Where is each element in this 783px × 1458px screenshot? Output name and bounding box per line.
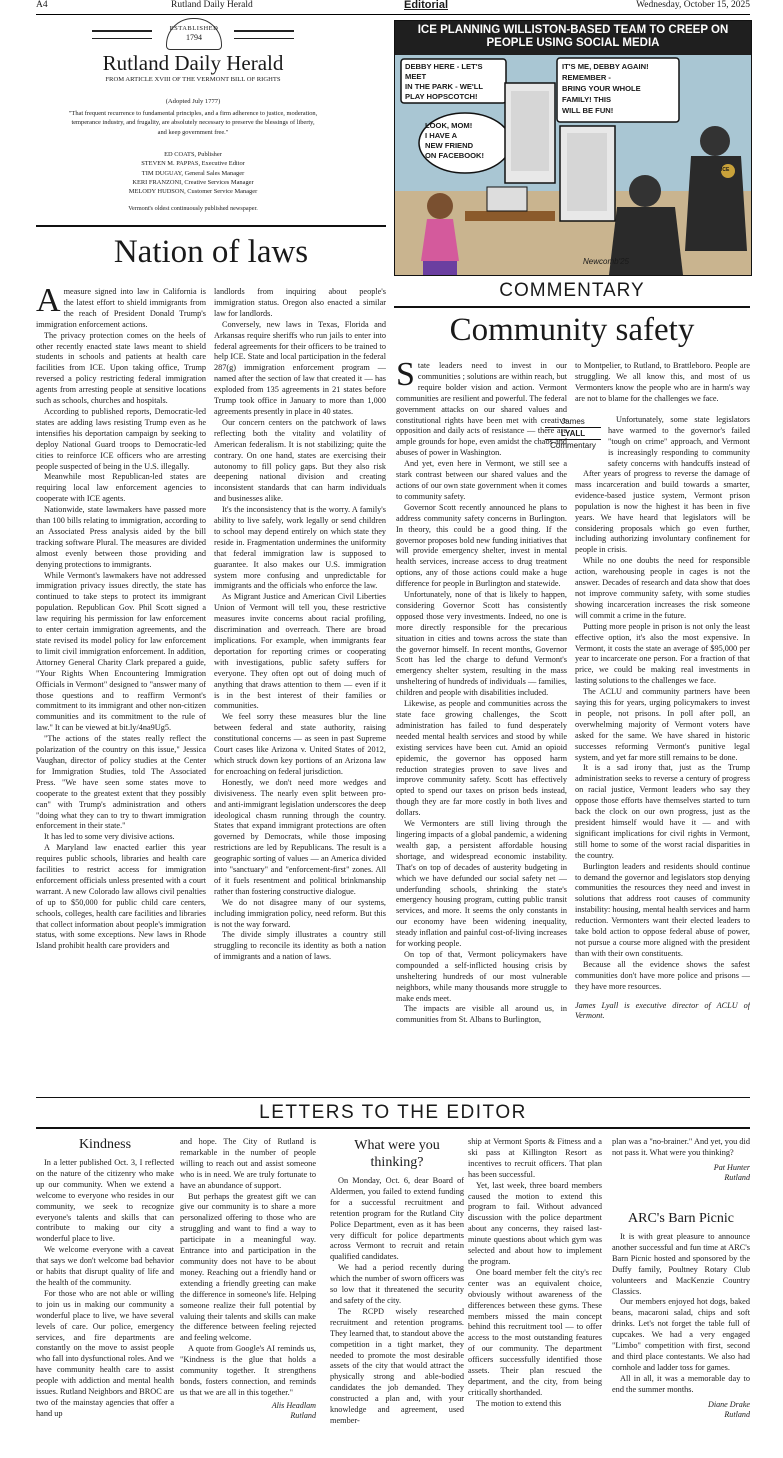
commentary-column-2 (575, 469, 750, 1063)
seal-year: 1794 (186, 33, 202, 42)
letter-kindness-column-2 (180, 1137, 316, 1437)
editorial-paragraph: We feel sorry these measures blur the line between federal and state authority, raising constitutional concerns — as seen in past Supreme Court cases like Arizona v. United States of 2012, which struck down key portions of an Arizona law for encroaching on federal jurisdiction. (214, 712, 386, 776)
letter-paragraph: Our members enjoyed hot dogs, baked beans, macaroni salad, chips and soft drinks. Let's not forget the table full of cupcakes. We had a very engaged "Limbo" competition with first, second and third place contestants. We also had cornhole and ladder toss for games. (612, 1297, 750, 1372)
bubble-line: DEBBY HERE - LET'S MEET (405, 62, 483, 81)
editorial-paragraph: While Vermont's lawmakers have not addressed immigration privacy issues directly, the state has continued to take steps to protect its immigrant population. Republican Gov. Phil Scott signed a law requiring his permission for law enforcement to enter certain immigration agreements, and the state revised its model policy for law enforcement to limit civil immigration enforcement. In addition, Attorney General Charity Clark prepared a guide, "Your Rights When Encountering Immigration Officials in Vermont" designed to "answer many of those questions and to reaffirm Vermont's commitment to its immigrant and other non-citizen communities and its commitment to the rule of law." It can be viewed at bit.ly/4na9Ug5. (36, 570, 206, 733)
established-seal (166, 18, 222, 50)
letter-picnic-column (612, 1232, 750, 1458)
editorial-cartoon (394, 20, 752, 276)
commentary-paragraph: While no one doubts the need for responsible action, warehousing people in cages is not the answer. Decades of research and data show that does not improve community safety, with some studies showing incarceration increases the risk someone will commit a crime in the future. (575, 556, 750, 620)
paragraph-text: tate leaders need to invest in our communities ; solutions are within reach, but require bolder vision and action. Vermont communities are resilient and powerful. The federal government attacks on our shared values and constitutional rights have been met with creative opposition and daily acts of resistance — there are ample grounds for hope, even amidst the chaos and abuses of power in Washington. (396, 361, 567, 458)
paragraph-text: measure signed into law in California is the latest effort to shield immigrants from the reach of President Donald Trump's immigration enforcement actions. (36, 287, 206, 329)
commentary-paragraph: Likewise, as people and communities across the state face growing challenges, the Scott administration has failed to fund desperately needed mental health services and stood by while existing services have been cut. Amid an opioid epidemic, the governor has opposed harm reduction strategies proven to save lives and improve community safety. Scott has effectively opted to spend our taxes on prison beds instead, though they are far more costly in both lives and dollars. (396, 699, 567, 818)
commentary-paragraph: Governor Scott recently announced he plans to address community safety concerns in Burlington. In theory, this could be a good thing. If the governor proposes bold new funding initiatives that will provide emergency shelter, invest in mental health services, increase access to drug treatment options, any of those actions could make a huge difference for people in Burlington and statewide. (396, 502, 567, 589)
masthead-subtitle: FROM ARTICLE XVIII OF THE VERMONT BILL OF RIGHTS (105, 76, 281, 83)
bubble-line: PLAY HOPSCOTCH! (405, 92, 478, 101)
commentary-column-2-top (575, 361, 750, 415)
letter-paragraph: One board member felt the city's rec center was an equivalent choice, obviously without awareness of the differences between these gyms. These members missed the main concept behind this recruitment tool — to offer access to the most outstanding features of our community. The department officers successfully identified those assets. Their plan rescued the department, and the city, from being critically shorthanded. (468, 1267, 602, 1397)
commentary-section-label: COMMENTARY (499, 280, 645, 301)
letter-title-thinking: What were you thinking? (354, 1138, 440, 1170)
commentary-paragraph: It is a sad irony that, just as the Trump administration seeks to reverse a century of progress on racial justice, Vermont leaders who say they oppose those efforts have themselves started to turn back the clock on our own progress, just as the president himself would have it — and with significant implications for civil rights in Vermont, still home to some of the worst racial disparities in the country. (575, 763, 750, 860)
letter-paragraph: A quote from Google's AI reminds us, "Kindness is the glue that holds a community together. It strengthens bonds, fosters connection, and reminds us that we are all in this together." (180, 1344, 316, 1397)
bubble-line: REMEMBER - (562, 73, 611, 82)
page-header-bar (36, 0, 750, 15)
editorial-column-2 (214, 287, 386, 1067)
signature-name: Diane Drake (707, 1399, 750, 1409)
letter-thinking-column-1 (330, 1176, 464, 1458)
editorial-paragraph: "The actions of the states really reflect the polarization of the country on this issue," Jessica Vaughan, director of policy studies at the Center for Immigration Studies, told The Associated Press. "We have seen some states move to cooperate to the greatest extent that they possibly can" with Trump's administration and others "doing what they can to try to thwart immigration enforcement in their state." (36, 734, 206, 831)
bubble-line: ON FACEBOOK! (425, 151, 485, 160)
letters-top-rule (36, 1097, 750, 1098)
cartoon-title: ICE PLANNING WILLISTON-BASED TEAM TO CREEP ON PEOPLE USING SOCIAL MEDIA (417, 24, 729, 49)
letter-paragraph: It is with great pleasure to announce another successful and fun time at ARC's Barn Picnic hosted and sponsored by the Duffy family, Poultney Rotary Club volunteers and MacKenzie Country Classics. (612, 1232, 750, 1296)
commentary-paragraph: Because all the evidence shows the safest communities don't have more police and prisons — they have more resources. (575, 959, 750, 991)
letter-title-kindness: Kindness (78, 1137, 132, 1152)
signature-name: Alis Headlam (271, 1400, 316, 1410)
editorial-paragraph: It has led to some very divisive actions. (44, 832, 175, 842)
letter-paragraph: In a letter published Oct. 3, I reflected on the nature of the citizenry who make up our community. When we extend a welcome to everyone who resides in our community, we seek to recognize everyone's talents and skills that can contribute to making our city a wonderful place to live. (36, 1158, 174, 1244)
letter-kindness-column-1 (36, 1158, 174, 1458)
byline-role: Commentary (550, 441, 596, 450)
letter-title-picnic: ARC's Barn Picnic (628, 1211, 734, 1226)
letters-section-label: LETTERS TO THE EDITOR (259, 1102, 527, 1123)
editorial-paragraph: Conversely, new laws in Texas, Florida and Arkansas require sheriffs who run jails to enter into federal agreements for their officers to be trained to help ICE. State and local participation in the federal 287(g) immigration enforcement program — named after the section of law that created it — has exploded from 135 agreements in 21 states before Trump took office in January to more than 1,000 agreements presently in place in 40 states. (214, 319, 386, 416)
staff-line: TIM DUGUAY, General Sales Manager (141, 169, 245, 177)
commentary-paragraph (608, 415, 750, 469)
editorial-paragraph: According to published reports, Democratic-led states are adding laws resisting Trump even as he intensifies his deportation campaign by seeking to deploy National Guard troops to Democratic-led cities to reinforce ICE officers who are arresting people suspected of being in the U.S. illegally. (36, 406, 206, 471)
editorial-paragraph: The divide simply illustrates a country still struggling to reconcile its identity as both a nation of immigrants and a nation of laws. (214, 930, 386, 962)
bubble-line: LOOK, MOM! (425, 121, 473, 130)
masthead-quote: "That frequent recurrence to fundamental principles, and a firm adherence to justice, moderation, temperance industry, and frugality, are absolutely necessary to preserve the blessings of liberty, and keep government free." (68, 110, 318, 136)
byline-first: James (561, 417, 585, 426)
bubble-line: IT'S ME, DEBBY AGAIN! (562, 62, 649, 71)
cartoon-badge: ICE (721, 167, 730, 173)
commentary-paragraph (396, 361, 567, 459)
commentary-paragraph: Burlington leaders and residents should continue to demand the governor and legislators stop denying communities the resources they need and invest in solutions that address root causes of community instability: housing, mental health services and harm reduction. Vermonters want their elected leaders to take bold action to oppose federal abuse of power, not pursue a course more aligned with the president than with their own constituents. (575, 861, 750, 958)
cartoon-signature: Newcomb'25 (583, 257, 629, 266)
drop-cap: A (36, 287, 61, 319)
letters-rule (36, 1127, 750, 1129)
bubble-line: NEW FRIEND (425, 141, 474, 150)
staff-line: STEVEN M. PAPPAS, Executive Editor (141, 160, 245, 168)
masthead-rule-left (92, 30, 152, 39)
signature-town: Rutland (290, 1410, 316, 1420)
seal-text: ESTABLISHED (169, 25, 219, 32)
drop-cap: S (396, 361, 415, 393)
page-number: A4 (36, 0, 48, 10)
byline-last: LYALL (545, 427, 601, 440)
paper-name: Rutland Daily Herald (171, 0, 253, 10)
commentary-bio: James Lyall is executive director of ACLU of Vermont. (575, 1000, 750, 1021)
staff-list (88, 150, 298, 196)
editorial-paragraph: We do not disagree many of our systems, including immigration policy, need reform. But this is not the way forward. (214, 897, 386, 929)
letter-thinking-column-2 (468, 1137, 602, 1457)
masthead-tagline: Vermont's oldest continuously published newspaper. (128, 205, 258, 212)
bubble-line: I HAVE A (425, 131, 458, 140)
staff-line: ED COATS, Publisher (164, 151, 222, 158)
commentary-paragraph: The impacts are visible all around us, in communities from St. Albans to Burlington, (396, 1004, 567, 1025)
letter-paragraph: Yet, last week, three board members caused the motion to extend this program to fail. Without advanced discussion with the police department about any concerns, they raised last-minute questions about which gym was selected and about how to implement the program. (468, 1180, 602, 1266)
letter-paragraph: We had a period recently during which the number of sworn officers was so low that it threatened the security and safety of the city. (330, 1263, 464, 1305)
letter-paragraph: All in all, it was a memorable day to end the summer months. (612, 1373, 750, 1394)
signature-name: Pat Hunter (713, 1162, 750, 1172)
masthead-rule-right (234, 30, 294, 39)
commentary-paragraph: to Montpelier, to Rutland, to Brattleboro. People are struggling. We all know this, and most of us Vermonters know the people who are in harm's way are not to blame for the challenges we face. (575, 361, 750, 403)
signature-town: Rutland (724, 1409, 750, 1419)
editorial-paragraph (36, 287, 206, 331)
editorial-headline: Nation of laws (113, 234, 309, 270)
editorial-paragraph: It's the inconsistency that is the worry. A family's ability to live safely, work legally or send children to school may depend entirely on which state they reside in. Fragmentation undermines the uniformity that federal immigration law is supposed to guarantee. It also makes our U.S. immigration system more confusing and unpredictable for immigrants and the officials who enforce the law. (214, 505, 386, 591)
bubble-line: IN THE PARK - WE'LL (405, 82, 484, 91)
commentary-paragraph: Putting more people in prison is not only the least effective option, it's also the most expensive. In Vermont, it costs the state an average of $95,000 per year to incarcerate one person. For a fraction of that price, we could be making real investments in lasting solutions to the challenges we face. (575, 621, 750, 686)
editorial-paragraph: Our concern centers on the patchwork of laws reflecting both the vitality and volatility of American federalism. It is not stabilizing; quite the contrary. On one hand, states are exercising their autonomy to fill policy gaps. But they also risk deepening national division and creating inconsistent standards that can harm individuals and businesses alike. (214, 417, 386, 504)
editorial-paragraph: landlords from inquiring about people's immigration status. Oregon also enacted a similar law for landlords. (214, 287, 386, 318)
editorial-paragraph: Honestly, we don't need more wedges and divisiveness. The nearly even split between pro- and anti-immigrant legislation underscores the deep ideological chasm running through the country. States that expand immigrant protections are often governed by Democrats, while those imposing restrictions are led by Republicans. The result is a geographic sorting of values — an America divided into "sanctuary" and "enforcement-first" zones. All of it fuels resentment and political brinkmanship rather than fostering constructive dialogue. (214, 777, 386, 896)
cartoon-bubble-left (405, 62, 503, 102)
bubble-line: BRING YOUR WHOLE (562, 84, 641, 93)
letter-paragraph: The motion to extend this (476, 1398, 562, 1408)
commentary-paragraph: After years of progress to reverse the damage of mass incarceration and build towards a smarter, evidence-based justice system, Vermont prison population is now the highest it has been in five years. We have heard that legislators will be considering proposals which go even further, including authorizing involuntary confinement for people in crisis. (575, 469, 750, 555)
issue-date: Wednesday, October 15, 2025 (636, 0, 750, 10)
commentary-byline (545, 416, 601, 451)
editorial-paragraph: A Maryland law enacted earlier this year requires public schools, libraries and health care facilities to restrict access for immigration enforcement officials unless presented with a court warrant. A new Colorado law allows civil penalties of up to $50,000 for public child care centers, schools, colleges, health care facilities and libraries that collect information about people's immigration status, with some exceptions. New laws in Rhode Island prohibit health care providers and (36, 843, 206, 951)
commentary-paragraph: The ACLU and community partners have been saying this for years, urging policymakers to invest in people, not prisons. In poll after poll, an overwhelming majority of Vermont voters have asked for the same. We have shared in historic successes reforming Vermont's punitive legal system, and yet far more still remains to be done. (575, 687, 750, 762)
editorial-paragraph: The privacy protection comes on the heels of other recently enacted state laws meant to shield students in schools and patients at health care facilities from ICE. Upon taking office, Trump reversed a policy restricting federal immigration agents from arresting people at sensitive locations such as schools, churches and hospitals. (36, 330, 206, 406)
letter-signature (612, 1400, 750, 1420)
bubble-line: FAMILY! THIS (562, 95, 612, 104)
commentary-column-2-wrap (608, 415, 750, 469)
commentary-paragraph: On top of that, Vermont policymakers have compounded a self-inflicted housing crisis by unsheltering hundreds of our most vulnerable neighbors, while many thousands more struggle to make ends meet. (396, 949, 567, 1003)
staff-line: KERI FRANZONI, Creative Services Manager (132, 178, 254, 186)
cartoon-bubble-right (562, 61, 677, 116)
paragraph-text: Unfortunately, some state legislators have warmed to the governor's failed "tough on crime" approach, and Vermont is increasingly responding to community safety concerns with handcuffs instead of (608, 415, 750, 468)
letter-paragraph: On Monday, Oct. 6, dear Board of Aldermen, you failed to extend funding for a successful recruitment and retention program for the Rutland City Police Department, even as it has been very difficult for police departments across Vermont to recruit and retain qualified candidates. (330, 1176, 464, 1262)
letter-signature (180, 1401, 316, 1421)
staff-line: MELODY HUDSON, Customer Service Manager (128, 188, 258, 196)
signature-town: Rutland (724, 1172, 750, 1182)
letter-paragraph: For those who are not able or willing to join us in making our community a wonderful place to live, we have several levels of care. Our police, emergency services, and fire departments are constantly on the move to assist people who fall into dysfunctional roles. And we have community health care to assist people with addiction and mental health issues. Rutland Neighbors and BROC are two of the mainstay agencies that offer a hand up (36, 1288, 174, 1418)
editorial-column-1 (36, 287, 206, 1067)
letter-paragraph: But perhaps the greatest gift we can give our community is to share a more personalized offering to those who are struggling and want to find a way to participate in a meaningful way. Entrance into and participation in the community does not have to be about money. Reaching out a friendly hand or extending a friendly greeting can make the difference in someone's life. Helping someone realize their full potential by valuing their talents and skills can make the difference between feeling rejected and feeling welcome. (180, 1191, 316, 1343)
commentary-headline: Community safety (449, 312, 695, 348)
commentary-paragraph: Unfortunately, none of that is likely to happen, considering Governor Scott has consistently opposed those very investments. Indeed, no one is more directly responsible for the precarious situation in cities and towns across the state than the governor himself. In recent months, Governor Scott has led the charge to defund Vermont's emergency shelter system, resulting in the mass unsheltering of hundreds of individuals — families, children and people with disabilities included. (396, 590, 567, 698)
editorial-paragraph: Nationwide, state lawmakers have passed more than 100 bills relating to immigration, according to an Associated Press analysis aided by the bill tracking software Plural. The measures are divided almost evenly between those providing and denying protections to immigrants. (36, 505, 206, 569)
cartoon-kid-bubble (425, 121, 505, 161)
section-label[interactable]: Editorial (404, 0, 449, 11)
editorial-paragraph: Meanwhile most Republican-led states are requiring local law enforcement agencies to cooperate with ICE agents. (36, 472, 206, 504)
commentary-rule (394, 306, 750, 308)
editorial-top-rule (36, 225, 386, 227)
letter-paragraph: and hope. The City of Rutland is remarkable in the number of people willing to reach out and assist someone who is in need. We are truly fortunate to have an abundance of support. (180, 1137, 316, 1190)
letter-signature (612, 1163, 750, 1183)
commentary-column-1 (396, 361, 567, 1063)
letter-thinking-column-3 (612, 1137, 750, 1199)
letter-paragraph: plan was a "no-brainer." And yet, you did not pass it. What were you thinking? (612, 1137, 750, 1157)
letter-paragraph: The RCPD wisely researched recruitment and retention programs. They learned that, to standout above the competition in a tight market, they needed to promote the most desirable assets of the city that would attract the physically strong and able-bodied candidates the job demanded. They constructed a plan and, with your knowledge and agreement, used member- (330, 1306, 464, 1425)
letter-paragraph: ship at Vermont Sports & Fitness and a ski pass at Killington Resort as incentives to recruit officers. That plan has been successful. (468, 1137, 602, 1179)
commentary-paragraph: And yet, even here in Vermont, we still see a stark contrast between our shared values and the actions of our own state government when it comes to community safety. (396, 459, 567, 501)
masthead-adopted: (Adopted July 1777) (165, 98, 221, 105)
bubble-line: WILL BE FUN! (562, 106, 614, 115)
masthead-title: Rutland Daily Herald (102, 51, 284, 75)
letter-paragraph: We welcome everyone with a caveat that says we don't welcome bad behavior or habits that disrupt quality of life and the health of the community. (36, 1245, 174, 1287)
editorial-paragraph: As Migrant Justice and American Civil Liberties Union of Vermont will tell you, these restrictive measures invite concerns about racial profiling, discrimination and overreach. There are broad implications. For example, when immigrants fear deportation for reporting crimes or cooperating with investigations, public safety suffers for everyone. They often opt out of doing much of anything that draws attention to them — even if it is in the best interest of their families or communities. (214, 592, 386, 711)
commentary-paragraph: We Vermonters are still living through the lingering impacts of a global pandemic, a widening wealth gap, a persistent affordable housing shortage, and widespread economic instability. That's on top of decades of austerity budgeting in which we have defunded our social safety net — underfunding schools, shrinking the state's emergency housing program, cutting public transit services, and more. It seems the only constants in our economy have been widening inequality, steady inflation and painful cost-of-living increases for working people. (396, 819, 567, 949)
